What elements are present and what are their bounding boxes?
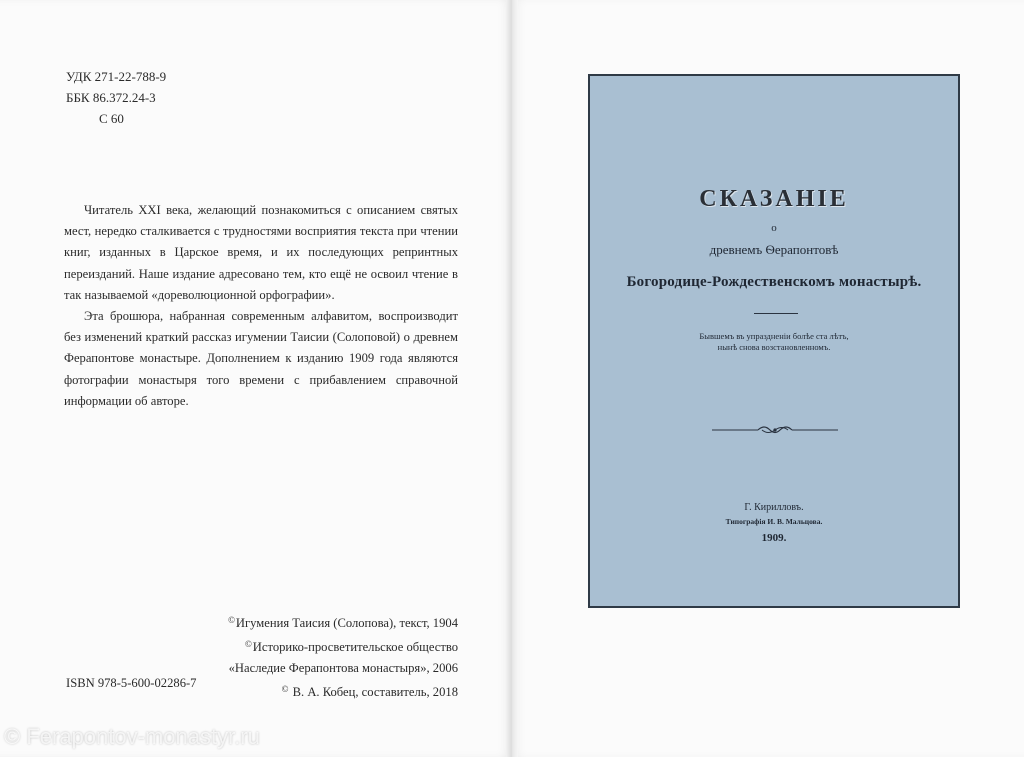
author-mark: С 60 [99, 111, 124, 126]
credit-line: ©Историко-просветительское общество [244, 639, 458, 654]
copyright-symbol: © [281, 684, 289, 694]
credit-line: ©Игумения Таисия (Солопова), текст, 1904 [228, 615, 458, 630]
cover-city: Г. Кирилловъ. [744, 502, 804, 513]
book-gutter [506, 0, 518, 757]
bbk-code: ББК 86.372.24-3 [66, 90, 156, 105]
isbn: ISBN 978-5-600-02286-7 [66, 676, 197, 690]
copyright-symbol: © [244, 639, 252, 649]
cover-line-1: древнемъ Ѳерапонтовѣ [709, 242, 839, 257]
cover-image [588, 74, 960, 608]
cover-short-rule [754, 313, 798, 314]
cover-title: СКАЗАНІЕ [699, 186, 849, 212]
annotation-paragraph: Читатель XXI века, желающий познакомиться с описанием святых мест, нередко сталкивается с трудностями восприятия текста при чтении книг, изданных в Царское время, и их последующих репринтных переизданий. Наше издание адресовано тем, кто ещё не освоил чтение в так называемой «дореволюционной орфографии». [64, 203, 458, 302]
classification-block [66, 66, 166, 129]
site-watermark: © Ferapontov-monastyr.ru [4, 724, 260, 749]
cover-preposition: о [771, 222, 777, 234]
cover-line-2: Богородице-Рождественскомъ монастырѣ. [626, 274, 922, 290]
udk-code: УДК 271-22-788-9 [66, 69, 167, 84]
annotation-paragraph: Эта брошюра, набранная современным алфавитом, воспроизводит без изменений краткий рассказ игумении Таисии (Солоповой) о древнем Ферапонтове монастыре. Дополнением к изданию 1909 года являются фотографии монастыря того времени с прибавлением справочной информации об авторе. [64, 309, 458, 408]
annotation-text [64, 200, 458, 412]
copyright-symbol: © [228, 615, 235, 625]
cover-year: 1909. [761, 532, 787, 544]
credit-line: © В. А. Кобец, составитель, 2018 [281, 684, 458, 699]
cover-printer: Типографія И. В. Мальцова. [725, 517, 823, 526]
ornament-divider-icon [710, 424, 840, 436]
copyright-credits [228, 610, 458, 703]
cover-subtitle: Бывшемъ въ упраздненіи болѣе ста лѣтъ, нынѣ снова возстановленномъ. [699, 331, 849, 352]
credit-line: «Наследие Ферапонтова монастыря», 2006 [228, 661, 458, 675]
